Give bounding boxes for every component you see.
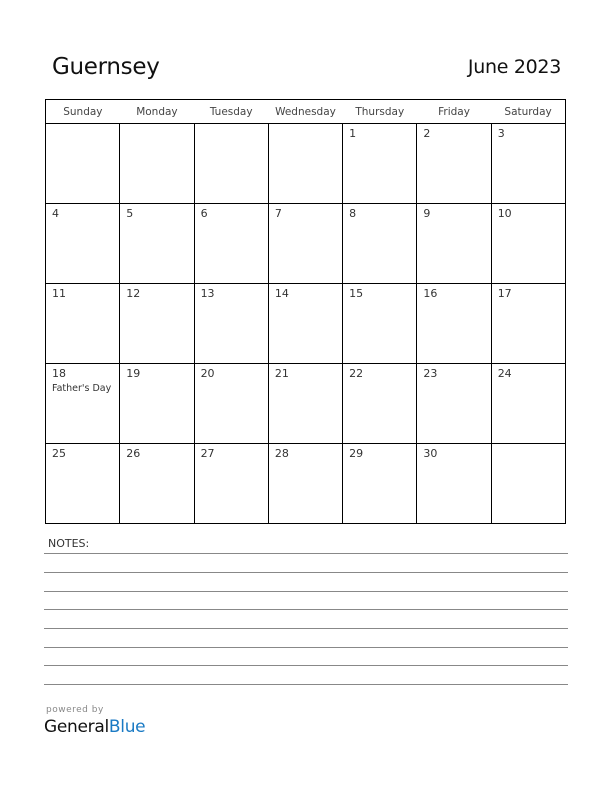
day-cell[interactable] [120, 124, 194, 204]
day-number: 13 [200, 287, 215, 300]
notes-label: NOTES: [48, 537, 90, 550]
notes-line [44, 684, 568, 685]
day-number: 5 [126, 207, 134, 220]
notes-line [44, 665, 568, 666]
day-number: 22 [349, 367, 364, 380]
day-number: 21 [274, 367, 289, 380]
day-number: 20 [200, 367, 215, 380]
day-cell[interactable] [417, 124, 491, 204]
calendar-country-title: Guernsey [52, 54, 160, 80]
day-number: 26 [126, 447, 141, 460]
day-cell[interactable] [343, 124, 417, 204]
weekday-header: Tuesday [194, 100, 268, 124]
day-number: 17 [497, 287, 512, 300]
notes-line [44, 591, 568, 592]
weekday-header: Sunday [46, 100, 120, 124]
weekday-header: Saturday [491, 100, 565, 124]
day-number: 27 [200, 447, 215, 460]
day-cell[interactable] [120, 204, 194, 284]
weekday-header: Thursday [343, 100, 417, 124]
week-row [46, 444, 566, 524]
day-cell[interactable] [417, 444, 491, 524]
holiday-label: Father's Day [52, 383, 112, 394]
week-row [46, 124, 566, 204]
day-cell[interactable] [491, 124, 565, 204]
day-number: 9 [423, 207, 431, 220]
day-cell[interactable] [46, 444, 120, 524]
day-cell[interactable] [194, 284, 268, 364]
notes-line [44, 628, 568, 629]
day-number: 18 [52, 367, 66, 380]
day-cell[interactable] [120, 364, 194, 444]
day-cell[interactable] [46, 124, 120, 204]
day-cell[interactable] [491, 204, 565, 284]
week-row [46, 204, 566, 284]
day-number: 7 [274, 207, 282, 220]
brand-general: General [44, 717, 109, 737]
day-number: 28 [274, 447, 289, 460]
calendar-grid [45, 99, 566, 524]
day-cell[interactable] [268, 364, 342, 444]
day-cell[interactable] [194, 204, 268, 284]
day-number: 24 [497, 367, 512, 380]
day-cell[interactable] [343, 364, 417, 444]
day-number: 30 [423, 447, 438, 460]
day-number: 1 [349, 127, 357, 140]
day-number: 6 [200, 207, 208, 220]
day-cell[interactable] [417, 284, 491, 364]
generalblue-logo [44, 717, 145, 737]
weekday-header: Friday [417, 100, 491, 124]
calendar-month-year: June 2023 [467, 56, 561, 78]
day-cell[interactable] [417, 364, 491, 444]
day-cell[interactable] [417, 204, 491, 284]
day-cell[interactable] [491, 444, 565, 524]
day-number: 4 [52, 207, 59, 220]
notes-line [44, 647, 568, 648]
day-number: 16 [423, 287, 438, 300]
week-row [46, 364, 566, 444]
day-number: 2 [423, 127, 431, 140]
day-cell[interactable] [268, 204, 342, 284]
day-number: 15 [349, 287, 364, 300]
day-cell[interactable] [120, 284, 194, 364]
day-number: 3 [497, 127, 505, 140]
day-cell[interactable] [343, 204, 417, 284]
weekday-header: Monday [120, 100, 194, 124]
weekday-header: Wednesday [268, 100, 342, 124]
day-number: 25 [52, 447, 66, 460]
day-cell[interactable] [46, 204, 120, 284]
powered-by-text: powered by [46, 705, 104, 715]
day-cell[interactable] [343, 284, 417, 364]
day-number: 14 [274, 287, 289, 300]
weekday-header-row [46, 100, 566, 124]
day-number: 23 [423, 367, 438, 380]
notes-line [44, 572, 568, 573]
day-number: 11 [52, 287, 66, 300]
day-number: 29 [349, 447, 364, 460]
day-cell[interactable] [343, 444, 417, 524]
day-cell[interactable] [491, 364, 565, 444]
day-cell[interactable] [194, 444, 268, 524]
day-cell[interactable] [194, 364, 268, 444]
day-cell[interactable] [268, 444, 342, 524]
day-number: 19 [126, 367, 141, 380]
day-cell[interactable] [491, 284, 565, 364]
notes-line [44, 609, 568, 610]
day-cell[interactable] [46, 364, 120, 444]
day-cell[interactable] [46, 284, 120, 364]
brand-blue: Blue [108, 717, 146, 737]
day-number: 10 [497, 207, 512, 220]
week-row [46, 284, 566, 364]
day-cell[interactable] [120, 444, 194, 524]
day-cell[interactable] [268, 124, 342, 204]
day-number: 8 [349, 207, 357, 220]
day-cell[interactable] [268, 284, 342, 364]
day-number: 12 [126, 287, 141, 300]
notes-line [44, 553, 568, 554]
day-cell[interactable] [194, 124, 268, 204]
